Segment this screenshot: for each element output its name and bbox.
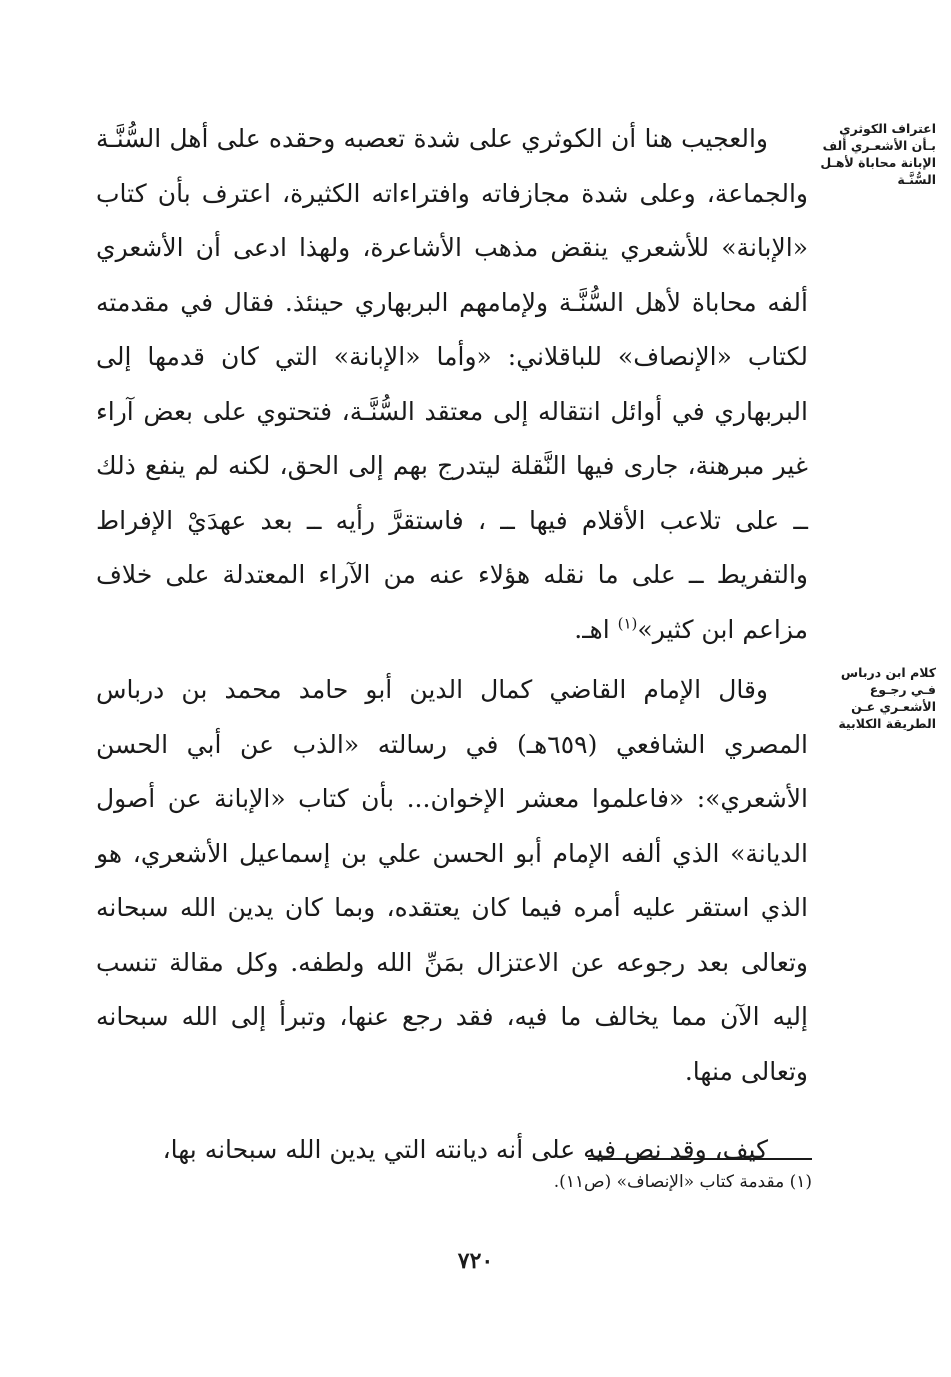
- footnote-separator: [588, 1158, 812, 1160]
- main-text: [96, 112, 808, 1178]
- margin-note-kawthari: اعتراف الكوثري بـأن الأشعـري ألف الإبانة محاباة لأهـل السُّنَّـة: [820, 121, 936, 187]
- footnote: (١) مقدمة كتاب «الإنصاف» (ص١١).: [553, 1172, 812, 1192]
- paragraph-kawthari-ending: اهـ.: [574, 614, 618, 644]
- paragraph-ibn-dirbas: وقال الإمام القاضي كمال الدين أبو حامد محمد بن درباس المصري الشافعي (٦٥٩هـ) في رسالته «الذب عن أبي الحسن الأشعري»: «فاعلموا معشر الإخوان... بأن كتاب «الإبانة عن أصول الديانة» الذي ألفه الإمام أبو الحسن علي بن إسماعيل الأشعري، هو الذي استقر عليه أمره فيما كان يعتقده، وبما كان يدين الله سبحانه وتعالى بعد رجوعه عن الاعتزال بمَنِّ الله ولطفه. وكل مقالة تنسب إليه الآن مما يخالف ما فيه، فقد رجع عنها، وتبرأ إلى الله سبحانه وتعالى منها.: [96, 675, 809, 1086]
- footnote-reference: (١): [617, 614, 638, 633]
- paragraph-kayfa: كيف، وقد نص فيه على أنه ديانته التي يدين الله سبحانه بها،: [162, 1135, 768, 1164]
- paragraph-kawthari-text: والعجيب هنا أن الكوثري على شدة تعصبه وحقده على أهل السُّنَّـة والجماعة، وعلى شدة مجازفاته وافتراءاته الكثيرة، اعترف بأن كتاب «الإبانة» للأشعري ينقض مذهب الأشاعرة، ولهذا ادعى أن الأشعري ألفه محاباة لأهل السُّنَّـة ولإمامهم البربهاري حينئذ. فقال في مقدمته لكتاب «الإنصاف» للباقلاني: «وأما «الإبانة» التي كان قدمها إلى البربهاري في أوائل انتقاله إلى معتقد السُّنَّـة، فتحتوي على بعض آراء غير مبرهنة، جارى فيها النَّقلة ليتدرج بهم إلى الحق، لكنه لم ينفع ذلك ــ على تلاعب الأقلام فيها ــ ، فاستقرَّ رأيه ــ بعد عهدَيْ الإفراط والتفريط ــ على ما نقله هؤلاء عنه من الآراء المعتدلة على خلاف مزاعم ابن كثير»: [96, 124, 808, 644]
- page-number: ٧٢٠: [457, 1248, 494, 1274]
- margin-note-ibn-dirbas: كلام ابن درباس فـي رجـوع الأشعـري عـن الطريقة الكلابية: [838, 665, 936, 731]
- paragraph-kawthari: [96, 112, 808, 657]
